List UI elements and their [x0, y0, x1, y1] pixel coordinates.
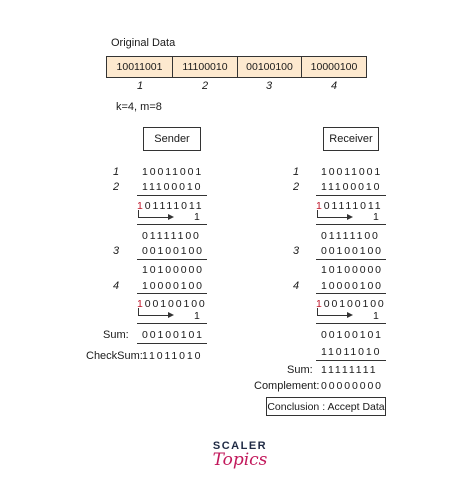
sender-row2-index: 2	[113, 181, 120, 193]
receiver-complement-value: 00000000	[321, 380, 383, 392]
sender-wrap-arrow-1	[138, 210, 169, 218]
receiver-rule-6	[316, 360, 386, 361]
sender-result-1: 01111100	[142, 230, 201, 242]
sender-wrap-one-2: 1	[194, 310, 200, 322]
data-block-3: 00100100	[237, 56, 302, 78]
receiver-sum1-carry: 1	[316, 200, 324, 212]
logo-topics-text: Topics	[212, 450, 268, 470]
receiver-wrap-arrow-1	[317, 210, 348, 218]
sender-row1-index: 1	[113, 166, 120, 178]
sender-wrap-arrowhead-1	[168, 214, 174, 220]
receiver-sum3-rest: 00100100	[323, 298, 386, 310]
sender-rule-4	[137, 293, 207, 294]
logo-scaler-text: SCALER	[212, 440, 268, 452]
sender-rule-2	[137, 224, 207, 225]
sender-row4-index: 4	[113, 280, 120, 292]
sender-row4-value: 10000100	[142, 280, 204, 292]
receiver-row2-index: 2	[293, 181, 300, 193]
receiver-checksum-row: 11011010	[321, 346, 382, 358]
receiver-row1-index: 1	[293, 166, 300, 178]
sender-box: Sender	[143, 127, 201, 151]
receiver-result-1: 01111100	[321, 230, 380, 242]
sender-sum-value: 00100101	[142, 329, 204, 341]
receiver-result-3: 00100101	[321, 329, 383, 341]
receiver-rule-4	[316, 293, 386, 294]
sender-sum-label: Sum:	[103, 329, 129, 341]
sender-row1-value: 10011001	[142, 166, 204, 178]
block-index-1: 1	[137, 80, 144, 92]
sender-sum3-carry: 1	[137, 298, 145, 310]
sender-rule-5	[137, 323, 207, 324]
receiver-wrap-arrowhead-2	[347, 312, 353, 318]
conclusion-box: Conclusion : Accept Data	[266, 397, 386, 416]
receiver-complement-label: Complement:	[254, 380, 320, 392]
sender-wrap-arrow-2	[138, 308, 169, 316]
sender-row2-value: 11100010	[142, 181, 203, 193]
receiver-sum3-carry: 1	[316, 298, 324, 310]
sender-rule-3	[137, 259, 207, 260]
block-index-4: 4	[331, 80, 338, 92]
receiver-rule-5	[316, 323, 386, 324]
data-block-2: 11100010	[172, 56, 238, 78]
sender-checksum-label: CheckSum:	[86, 350, 143, 362]
block-index-3: 3	[266, 80, 273, 92]
sender-sum1-rest: 01111011	[144, 200, 204, 212]
receiver-sum1-rest: 01111011	[323, 200, 383, 212]
receiver-result-2: 10100000	[321, 264, 383, 276]
receiver-sum-label: Sum:	[287, 364, 313, 376]
params-label: k=4, m=8	[116, 101, 162, 113]
sender-wrap-one-1: 1	[194, 211, 200, 223]
receiver-wrap-arrowhead-1	[347, 214, 353, 220]
receiver-wrap-arrow-2	[317, 308, 348, 316]
sender-sum3-rest: 00100100	[144, 298, 207, 310]
receiver-row4-value: 10000100	[321, 280, 383, 292]
scaler-topics-logo	[210, 440, 270, 470]
sender-rule-6	[137, 343, 207, 344]
receiver-rule-3	[316, 259, 386, 260]
sender-sum1-carry: 1	[137, 200, 145, 212]
data-block-1: 10011001	[106, 56, 173, 78]
receiver-wrap-one-1: 1	[373, 211, 379, 223]
receiver-rule-1	[316, 195, 386, 196]
sender-wrap-arrowhead-2	[168, 312, 174, 318]
receiver-row3-value: 00100100	[321, 245, 383, 257]
sender-checksum-value: 11011010	[142, 350, 203, 362]
receiver-box: Receiver	[323, 127, 379, 151]
sender-row3-value: 00100100	[142, 245, 204, 257]
receiver-rule-2	[316, 224, 386, 225]
receiver-row3-index: 3	[293, 245, 300, 257]
sender-result-2: 10100000	[142, 264, 204, 276]
receiver-row2-value: 11100010	[321, 181, 382, 193]
receiver-sum-value: 11111111	[321, 364, 378, 376]
original-data-label: Original Data	[111, 37, 176, 49]
receiver-wrap-one-2: 1	[373, 310, 379, 322]
block-index-2: 2	[202, 80, 209, 92]
receiver-row1-value: 10011001	[321, 166, 383, 178]
sender-rule-1	[137, 195, 207, 196]
receiver-row4-index: 4	[293, 280, 300, 292]
sender-row3-index: 3	[113, 245, 120, 257]
data-block-4: 10000100	[301, 56, 367, 78]
